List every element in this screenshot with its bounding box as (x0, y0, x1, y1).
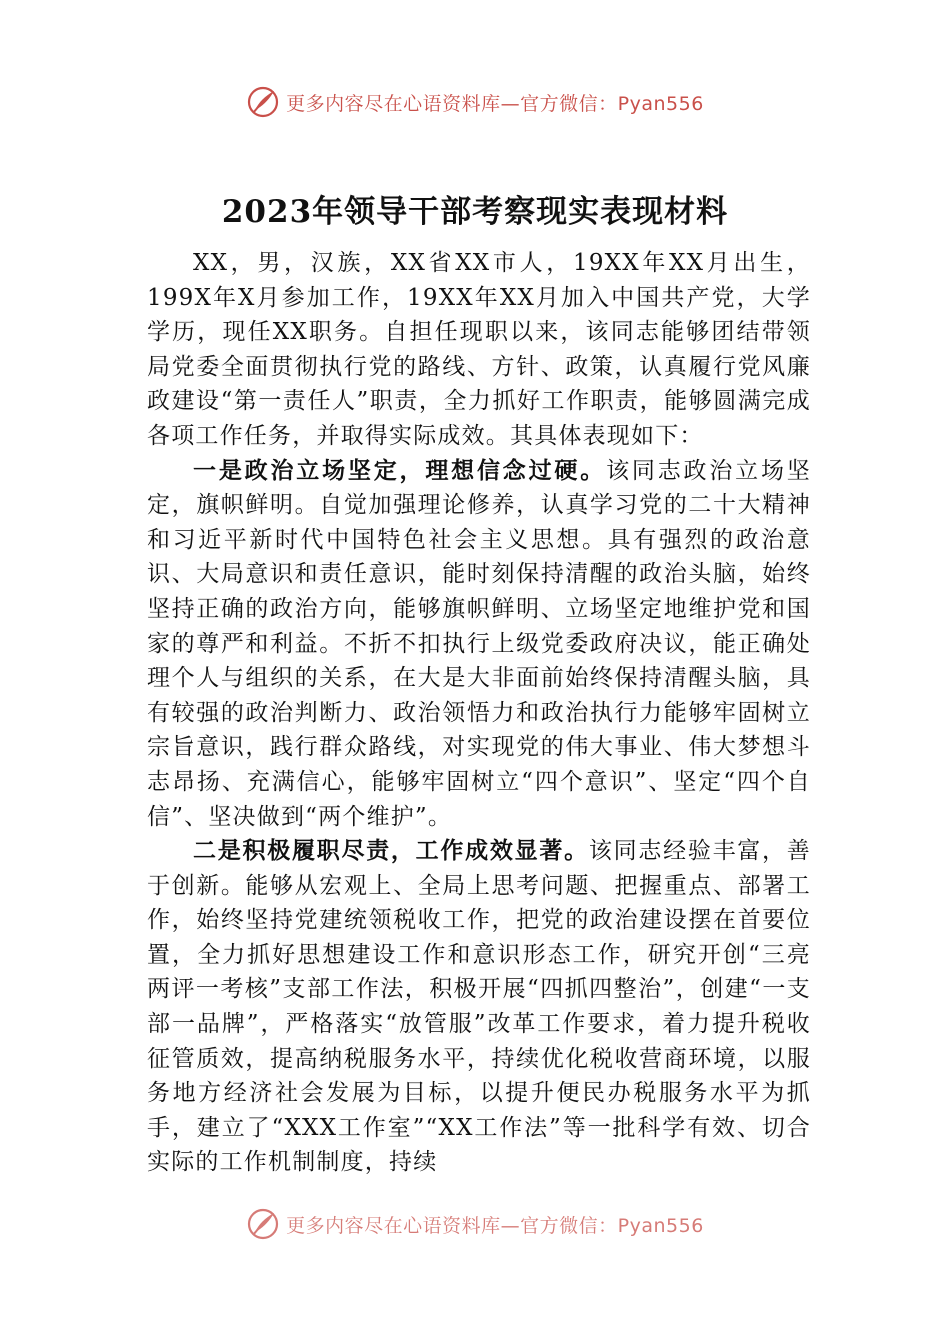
document-title: 2023年领导干部考察现实表现材料 (221, 194, 729, 230)
paragraph-intro (147, 246, 811, 454)
watermark-footer (0, 1204, 950, 1244)
paragraph-text: 该同志政治立场坚定，旗帜鲜明。自觉加强理论修养，认真学习党的二十大精神和习近平新时代中国特色社会主义思想。具有强烈的政治意识、大局意识和责任意识，能时刻保持清醒的政治头脑，始终坚持正确的政治方向，能够旗帜鲜明、立场坚定地维护党和国家的尊严和利益。不折不扣执行上级党委政府决议，能正确处理个人与组织的关系，在大是大非面前始终保持清醒头脑，具有较强的政治判断力、政治领悟力和政治执行力能够牢固树立宗旨意识，践行群众路线，对实现党的伟大事业、伟大梦想斗志昂扬、充满信心，能够牢固树立“四个意识”、坚定“四个自信”、坚决做到“两个维护”。 (147, 457, 811, 830)
watermark-header (0, 82, 950, 122)
paragraph-performance (147, 834, 811, 1180)
quill-logo-icon (246, 1207, 280, 1241)
document-body (147, 246, 811, 1220)
watermark-text: 更多内容尽在心语资料库—官方微信：Pyan556 (286, 1214, 704, 1237)
quill-logo-icon (246, 85, 280, 119)
paragraph-text: XX，男，汉族，XX省XX市人，19XX年XX月出生，199X年X月参加工作，19XX年XX月加入中国共产党，大学学历，现任XX职务。自担任现职以来，该同志能够团结带领局党委全面贯彻执行党的路线、方针、政策，认真履行党风廉政建设“第一责任人”职责，全力抓好工作职责，能够圆满完成各项工作任务，并取得实际成效。其具体表现如下： (147, 250, 811, 449)
paragraph-text: 该同志经验丰富，善于创新。能够从宏观上、全局上思考问题、把握重点、部署工作，始终坚持党建统领税收工作，把党的政治建设摆在首要位置，全力抓好思想建设工作和意识形态工作，研究开创“三亮两评一考核”支部工作法，积极开展“四抓四整治”，创建“一支部一品牌”，严格落实“放管服”改革工作要求，着力提升税收征管质效，提高纳税服务水平，持续优化税收营商环境，以服务地方经济社会发展为目标，以提升便民办税服务水平为抓手，建立了“XXX工作室”“XX工作法”等一批科学有效、切合实际的工作机制制度，持续 (147, 838, 811, 1176)
watermark-text: 更多内容尽在心语资料库—官方微信：Pyan556 (286, 92, 704, 115)
paragraph-political-stance (147, 454, 811, 835)
paragraph-lead: 二是积极履职尽责，工作成效显著。 (193, 837, 589, 865)
paragraph-lead: 一是政治立场坚定，理想信念过硬。 (193, 456, 607, 484)
